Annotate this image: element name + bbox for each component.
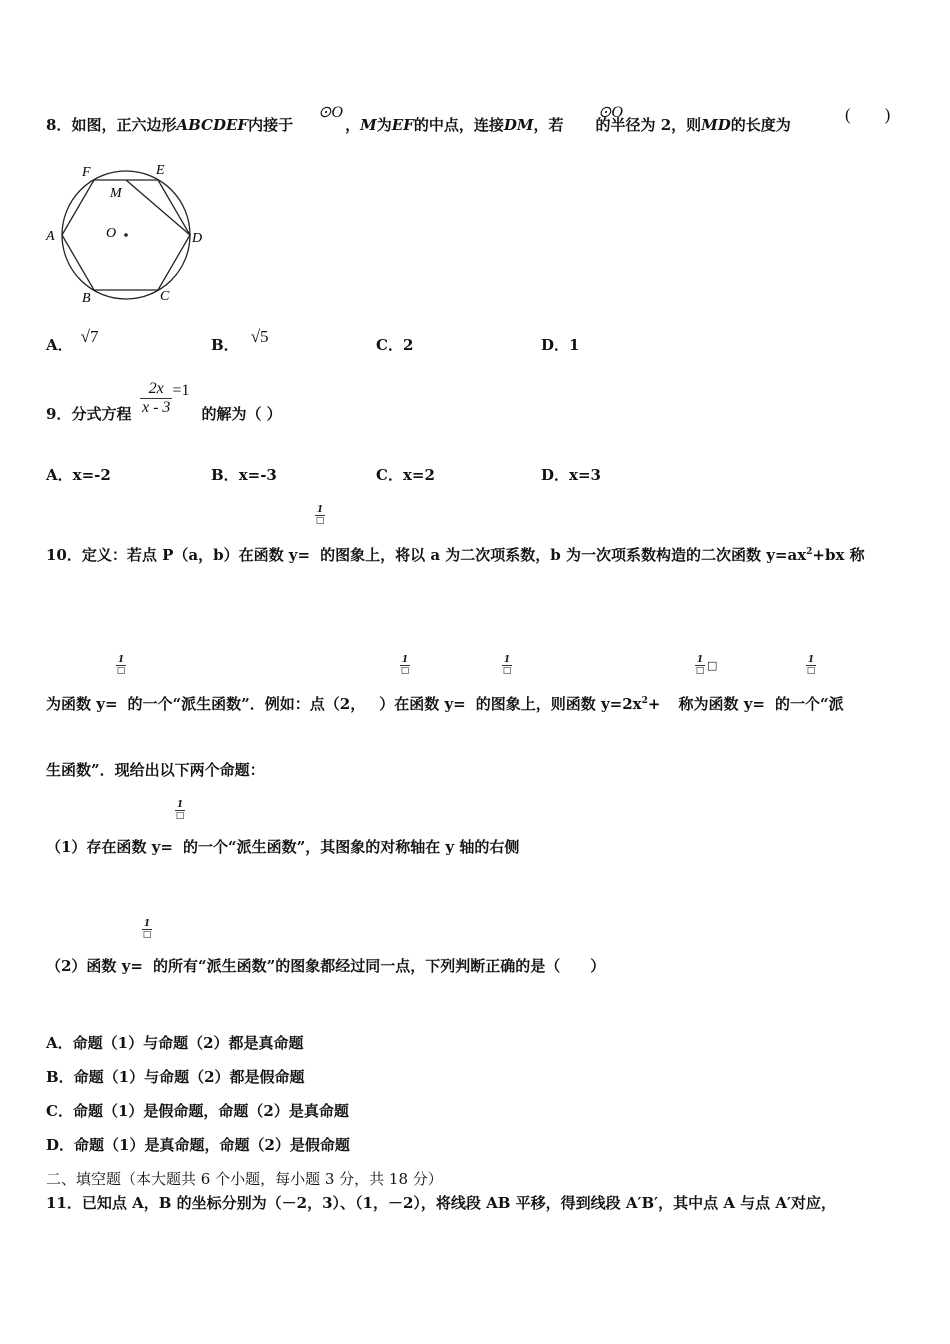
box-glyph: □ bbox=[707, 659, 718, 672]
section-heading: 二、填空题（本大题共 6 个小题，每小题 3 分，共 18 分） bbox=[46, 1170, 443, 1188]
frac-7: 1 □ bbox=[175, 800, 185, 821]
segment-md bbox=[126, 180, 190, 235]
frac-2: 1 □ bbox=[116, 655, 126, 676]
q9-option-b[interactable]: B．x=-3 bbox=[211, 466, 277, 484]
label-c: C bbox=[160, 289, 170, 304]
q10-option-b[interactable]: B．命题（1）与命题（2）都是假命题 bbox=[46, 1068, 305, 1086]
q8-option-d[interactable]: D．1 bbox=[541, 336, 580, 354]
circle-o-symbol: ⊙O bbox=[318, 104, 343, 121]
q8-option-b[interactable]: B． √5 bbox=[211, 327, 269, 354]
q9-option-a[interactable]: A．x=-2 bbox=[46, 466, 111, 484]
q9-stem: 9．分式方程 的解为（ ） bbox=[46, 405, 282, 423]
q10-line3: 生函数”．现给出以下两个命题： bbox=[46, 761, 265, 779]
q10-line2: 为函数 y= 的一个“派生函数”．例如：点（2， ）在函数 y= 的图象上，则函数 $y=2x^2+$ 称为函数 y= 的一个“派 bbox=[46, 695, 844, 713]
q8-answer-blank: ( ) bbox=[845, 105, 891, 124]
q10-line1: 10．定义：若点 P（a，b）在函数 y= 的图象上，将以 a 为二次项系数，b 为一次项系数构造的二次函数 $y=ax^2+bx$ 称 bbox=[46, 546, 865, 564]
circle-o-symbol-2: ⊙O bbox=[598, 104, 623, 121]
label-m: M bbox=[110, 186, 122, 201]
label-d: D bbox=[192, 231, 203, 246]
q9-option-d[interactable]: D．x=3 bbox=[541, 466, 601, 484]
q8-option-a[interactable]: A． √7 bbox=[46, 327, 99, 354]
frac-5: 1 □ bbox=[695, 655, 705, 676]
frac-1: 1 □ bbox=[315, 505, 325, 526]
label-o: O bbox=[106, 226, 117, 241]
label-f: F bbox=[82, 165, 91, 180]
q9-option-c[interactable]: C．x=2 bbox=[376, 466, 435, 484]
frac-6: 1 □ bbox=[806, 655, 816, 676]
q10-prop2: （2）函数 y= 的所有“派生函数”的图象都经过同一点，下列判断正确的是（ ） bbox=[46, 957, 606, 975]
q10-prop1: （1）存在函数 y= 的一个“派生函数”，其图象的对称轴在 y 轴的右侧 bbox=[46, 838, 520, 856]
hexagon-figure bbox=[44, 160, 214, 310]
q9-fraction: $\frac{2x}{x - 3}$ =1 bbox=[142, 380, 190, 416]
frac-3: 1 □ bbox=[400, 655, 410, 676]
label-b: B bbox=[82, 291, 91, 306]
q8-stem: 8．如图，正六边形ABCDEF内接于 ，M为EF的中点，连接DM，若 的半径为 2，则MD的长度为 bbox=[46, 116, 791, 134]
q10-option-d[interactable]: D．命题（1）是真命题，命题（2）是假命题 bbox=[46, 1136, 350, 1154]
q10-option-a[interactable]: A．命题（1）与命题（2）都是真命题 bbox=[46, 1034, 304, 1052]
q8-option-c[interactable]: C．2 bbox=[376, 336, 414, 354]
center-point bbox=[124, 233, 128, 237]
label-a: A bbox=[46, 229, 55, 244]
label-e: E bbox=[156, 163, 165, 178]
q11-stem: 11．已知点 A，B 的坐标分别为（－2，3）、（1，－2），将线段 AB 平移，得到线段 A′B′，其中点 A 与点 A′对应， bbox=[46, 1194, 836, 1212]
q10-option-c[interactable]: C．命题（1）是假命题，命题（2）是真命题 bbox=[46, 1102, 349, 1120]
frac-8: 1 □ bbox=[142, 919, 152, 940]
frac-4: 1 □ bbox=[502, 655, 512, 676]
